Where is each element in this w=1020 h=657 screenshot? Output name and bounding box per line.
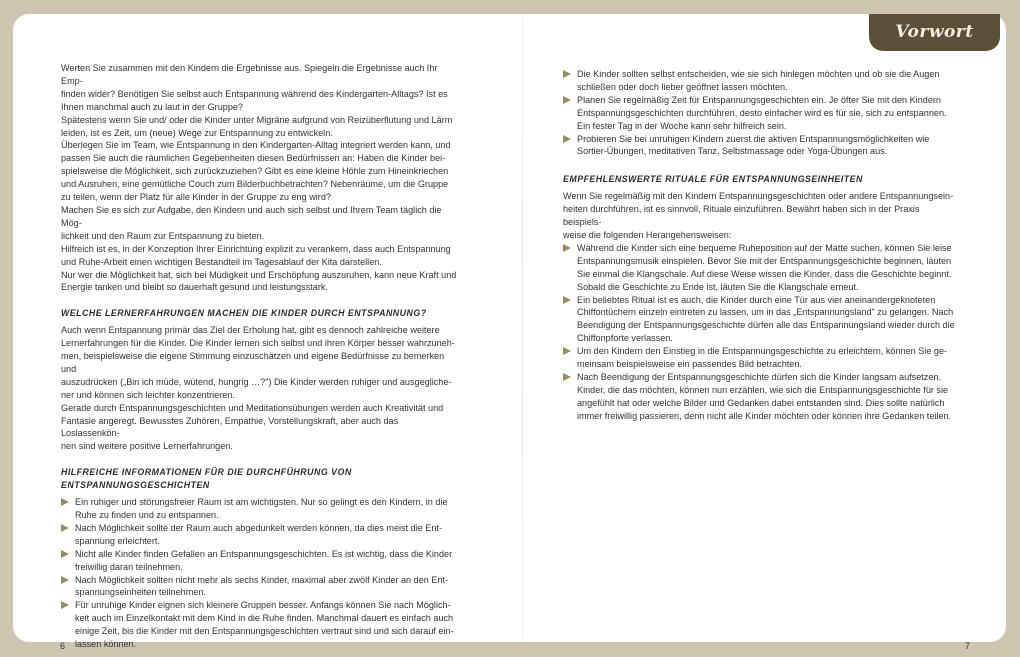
text-line: leiden, ist es Zeit, um (neue) Wege zur Entspannung zu entwickeln. [61,127,333,138]
text-line: Planen Sie regelmäßig Zeit für Entspannungsgeschichten ein. Je öfter Sie mit den Kindern [577,94,941,105]
text-line: Lernerfahrungen für die Kinder. Die Kinder lernen sich selbst und ihren Körper besser wahrzuneh- [61,338,455,349]
text-line: immer freiwillig passieren, denn nicht alle Kinder möchten oder können ihre Gedanken teilen. [577,410,952,421]
section-heading: HILFREICHE INFORMATIONEN FÜR DIE DURCHFÜHRUNG VON ENTSPANNUNGSGESCHICHTEN [61,467,352,491]
text-line: heiten durchführen, ist es sinnvoll, Rituale einzuführen. Bewährt haben sich in der Praxis beispiels- [563,204,920,228]
text-line: Fantasie angeregt. Bewusstes Zuhören, Empathie, Vorstellungskraft, aber auch das Loslassenkön- [61,415,399,439]
arrow-bullet-icon [563,135,571,143]
text-line: Überlegen Sie im Team, wie Entspannung in den Kindergarten-Alltag integriert werden kann, und [61,140,451,151]
chapter-tab: Vorwort [869,14,1000,51]
text-line: Für unruhige Kinder eignen sich kleinere Gruppen besser. Anfangs können Sie nach Möglich- [75,600,451,611]
text-line: Werten Sie zusammen mit den Kindern die Ergebnisse aus. Spiegeln die Ergebnisse auch Ihr Emp- [61,63,438,86]
text-line: spannungseinheiten teilnehmen. [75,587,206,598]
text-line: Ein ruhiger und störungsfreier Raum ist am wichtigsten. Nur so gelingt es den Kindern, in die [75,497,448,508]
list-item [563,371,959,423]
text-line: meinsam beispielsweise ein passendes Bild betrachten. [577,359,802,370]
text-line: lassen können. [75,639,137,650]
text-line: passen Sie auch die räumlichen Gegebenheiten diesen Bedürfnissen an: Haben die Kinder bei- [61,153,446,164]
text-line: Probieren Sie bei unruhigen Kindern zuerst die aktiven Entspannungsmöglichkeiten wie [577,133,930,144]
rituals-list [563,242,959,423]
page-number-left: 6 [60,641,66,651]
text-line: Spätestens wenn Sie und/ oder die Kinder unter Migräne aufgrund von Reizüberflutung und Lärm [61,114,453,125]
text-line: Gerade durch Entspannungsgeschichten und Meditationsübungen werden auch Kreativität und [61,402,444,413]
list-item [61,548,457,574]
text-line: Auch wenn Entspannung primär das Ziel der Erholung hat, gibt es dennoch zahlreiche weitere [61,325,440,336]
text-line: weise die folgenden Herangehensweisen: [563,229,732,240]
text-line: Chiffonpforte verlassen. [577,333,673,344]
text-line: Ein beliebtes Ritual ist es auch, die Kinder durch eine Tür aus vier aneinandergeknoteten [577,294,936,305]
list-item [61,496,457,522]
text-line: Sie einmal die Klangschale. Auf diese Weise wissen die Kinder, dass die Geschichte beginnt. [577,268,952,279]
text-line: und Ruhe-Arbeit einen wichtigen Bestandteil im Tagesablauf der Kita darstellen. [61,256,382,267]
text-line: Nach Beendigung der Entspannungsgeschichte dürfen sich die Kinder langsam aufsetzen. [577,371,941,382]
arrow-bullet-icon [563,96,571,104]
text-line: und Ausruhen, eine gemütliche Couch zum Bilderbuchbetrachten? Nebenräume, um die Gruppe [61,179,449,190]
text-line: Ihnen manchmal auch zu laut in der Gruppe? [61,101,243,112]
list-item [563,94,959,133]
list-item [563,68,959,94]
text-line: angefühlt hat oder welche Bilder und Gedanken dabei entstanden sind. Dies sollte natürlich [577,397,945,408]
text-line: schließen oder doch lieber geöffnet lassen möchten. [577,81,788,92]
book-spread [13,14,1006,651]
text-line: Die Kinder sollten selbst entscheiden, wie sie sich hinlegen möchten und ob sie die Augen [577,69,940,79]
text-line: Entspannungsgeschichten durchführen, desto einfacher wird es für sie, sich zu entspannen. [577,107,947,118]
text-line: Nur wer die Möglichkeit hat, sich bei Müdigkeit und Erschöpfung auszuruhen, kann neue Kraft und [61,269,457,280]
text-line: Ruhe zu finden und zu entspannen. [75,510,219,520]
text-line: Um den Kindern den Einstieg in die Entspannungsgeschichte zu erleichtern, können Sie ge- [577,346,948,357]
text-line: spielsweise die Möglichkeit, sich zurückzuziehen? Gibt es eine kleine Höhle zum Hineinkriechen [61,166,449,177]
text-line: einige Zeit, bis die Kinder mit den Entspannungsgeschichten vertraut sind und sich darauf ein- [75,626,454,637]
text-line: Kinder, die das möchten, können nun erzählen, wie sich die Entspannungsgeschichte für sie [577,384,949,395]
list-item [61,522,457,548]
learning-paragraph [61,324,457,453]
arrow-bullet-icon [563,373,571,381]
text-line: finden wider? Benötigen Sie selbst auch Entspannung während des Kindergarten-Alltags? Ist es [61,88,448,99]
text-line: Sobald die Geschichte zu Ende ist, läuten Sie die Klangschale erneut. [577,281,859,292]
text-line: ner und können sich leichter konzentrieren. [61,389,235,400]
section-heading: WELCHE LERNERFAHRUNGEN MACHEN DIE KINDER DURCH ENTSPANNUNG? [61,308,427,319]
arrow-bullet-icon [61,498,69,506]
arrow-bullet-icon [61,601,69,609]
text-line: Ein fester Tag in der Woche kann sehr hilfreich sein. [577,120,787,131]
text-line: spannung erleichtert. [75,535,160,546]
page-fold [522,14,523,642]
intro-paragraph [61,62,457,294]
text-line: Hilfreich ist es, in der Konzeption Ihrer Einrichtung explizit zu verankern, dass auch Entspannung [61,243,451,254]
text-line: lichkeit und den Raum zur Entspannung zu bieten. [61,230,265,241]
text-line: Energie tanken und bleibt so dauerhaft gesund und leistungsstark. [61,282,328,293]
list-item [61,599,457,651]
list-item [563,345,959,371]
text-line: keit auch im Einzelkontakt mit dem Kind in die Ruhe finden. Manchmal dauert es einfach auch [75,613,454,624]
text-line: Machen Sie es sich zur Aufgabe, den Kindern und auch sich selbst und Ihrem Team täglich die Mög- [61,204,442,228]
arrow-bullet-icon [61,524,69,532]
text-line: Entspannungsmusik einspielen. Bevor Sie mit der Entspannungsgeschichte beginnen, läuten [577,255,952,266]
page-number-right: 7 [965,641,971,651]
rituals-intro-paragraph [563,190,959,242]
arrow-bullet-icon [61,550,69,558]
list-item [563,294,959,346]
text-line: Wenn Sie regelmäßig mit den Kindern Entspannungsgeschichten oder andere Entspannungsein- [563,191,954,202]
tips-list [61,496,457,651]
list-item [563,133,959,159]
text-line: freiwillig daran teilnehmen. [75,561,183,572]
list-item [61,574,457,600]
arrow-bullet-icon [563,244,571,252]
text-line: auszudrücken („Bin ich müde, wütend, hungrig …?") Die Kinder werden ruhiger und ausgegliche- [61,376,452,387]
left-page-column [61,62,457,651]
text-line: Chiffontüchern einzeln eintreten zu lassen, um in das „Entspannungsland" zu gelangen. Nach [577,307,954,318]
arrow-bullet-icon [61,576,69,584]
arrow-bullet-icon [563,296,571,304]
text-line: Nach Möglichkeit sollte der Raum auch abgedunkelt werden können, da dies meist die Ent- [75,522,442,533]
text-line: nen sind weitere positive Lernerfahrungen. [61,441,233,452]
section-heading: EMPFEHLENSWERTE RITUALE FÜR ENTSPANNUNGSEINHEITEN [563,174,863,185]
tips-list-continued [563,68,959,158]
list-item [563,242,959,294]
right-page-column [563,68,959,423]
text-line: Nicht alle Kinder finden Gefallen an Entspannungsgeschichten. Es ist wichtig, dass die Kinder [75,548,453,559]
text-line: Beendigung der Entspannungsgeschichte dürfen alle das Entspannungsland wieder durch die [577,320,955,331]
text-line: Sortier-Übungen, meditativen Tanz, Selbstmassage oder Yoga-Übungen aus. [577,146,888,157]
text-line: zu teilen, wenn der Platz für alle Kinder in der Gruppe zu eng wird? [61,192,331,203]
text-line: Nach Möglichkeit sollten nicht mehr als sechs Kinder, maximal aber zwölf Kinder an den Ent- [75,574,449,585]
text-line: men, beispielsweise die eigene Stimmung einzuschätzen und eigene Bedürfnisse zu bemerken und [61,351,445,374]
arrow-bullet-icon [563,347,571,355]
arrow-bullet-icon [563,70,571,78]
text-line: Während die Kinder sich eine bequeme Ruheposition auf der Matte suchen, können Sie leise [577,242,952,253]
